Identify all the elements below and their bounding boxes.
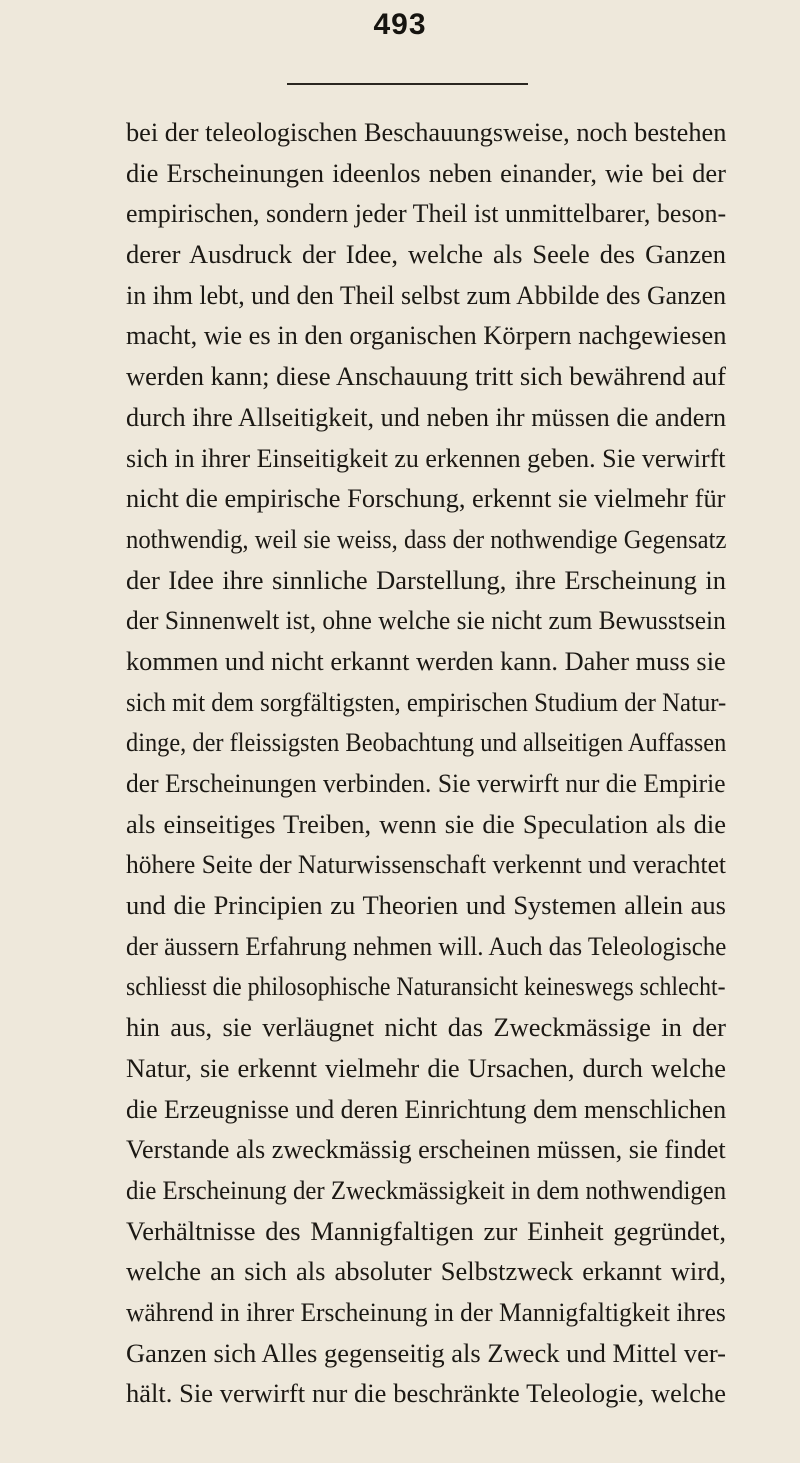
text-line: hält. Sie verwirft nur die beschränkte Teleologie, welche [126,1378,726,1409]
text-line: der äussern Erfahrung nehmen will. Auch das Teleologische [126,930,727,961]
page-number: 493 [373,8,427,41]
text-line: höhere Seite der Naturwissenschaft verkennt und verachtet [126,849,726,880]
text-line: der Idee ihre sinnliche Darstellung, ihre Erscheinung in [126,564,726,595]
text-line: schliesst die philosophische Naturansicht keineswegs schlecht- [126,971,726,1002]
text-line: als einseitiges Treiben, wenn sie die Speculation als die [126,808,726,839]
text-line: und die Principien zu Theorien und Systemen allein aus [126,890,726,921]
text-line: Ganzen sich Alles gegenseitig als Zweck und Mittel ver- [126,1337,726,1368]
text-line: die Erscheinungen ideenlos neben einander, wie bei der [126,157,726,188]
text-line: macht, wie es in den organischen Körpern nachgewiesen [126,320,727,351]
text-line: empirischen, sondern jeder Theil ist unmittelbarer, beson- [126,198,727,229]
text-line: Natur, sie erkennt vielmehr die Ursachen, durch welche [126,1052,726,1083]
header-rule [287,83,528,85]
text-line: bei der teleologischen Beschauungsweise, noch bestehen [126,117,727,147]
text-line: während in ihrer Erscheinung in der Mannigfaltigkeit ihres [126,1296,726,1327]
text-line: der Erscheinungen verbinden. Sie verwirft nur die Empirie [126,768,726,798]
text-line: Verstande als zweckmässig erscheinen müssen, sie findet [126,1134,726,1165]
text-line: der Sinnenwelt ist, ohne welche sie nicht zum Bewusstsein [126,605,726,636]
text-line: hin aus, sie verläugnet nicht das Zweckmässige in der [126,1012,726,1043]
text-line: sich in ihrer Einseitigkeit zu erkennen geben. Sie verwirft [126,442,726,473]
text-line: nicht die empirische Forschung, erkennt sie vielmehr für [126,483,726,514]
text-line: kommen und nicht erkannt werden kann. Daher muss sie [126,645,726,676]
text-line: in ihm lebt, und den Theil selbst zum Abbilde des Ganzen [126,279,727,310]
text-line: die Erscheinung der Zweckmässigkeit in dem nothwendigen [126,1174,727,1205]
text-line: werden kann; diese Anschauung tritt sich bewährend auf [126,361,726,392]
text-line: die Erzeugnisse und deren Einrichtung dem menschlichen [126,1093,727,1124]
text-line: sich mit dem sorgfältigsten, empirischen Studium der Natur- [126,686,727,717]
text-line: welche an sich als absoluter Selbstzweck erkannt wird, [126,1256,726,1287]
text-line: durch ihre Allseitigkeit, und neben ihr müssen die andern [126,401,727,432]
text-line: dinge, der fleissigsten Beobachtung und allseitigen Auffassen [126,727,727,758]
text-line: nothwendig, weil sie weiss, dass der nothwendige Gegensatz [126,523,727,554]
body-text [126,112,726,1414]
text-line: Verhältnisse des Mannigfaltigen zur Einheit gegründet, [126,1215,726,1246]
text-line: derer Ausdruck der Idee, welche als Seele des Ganzen [126,239,726,270]
